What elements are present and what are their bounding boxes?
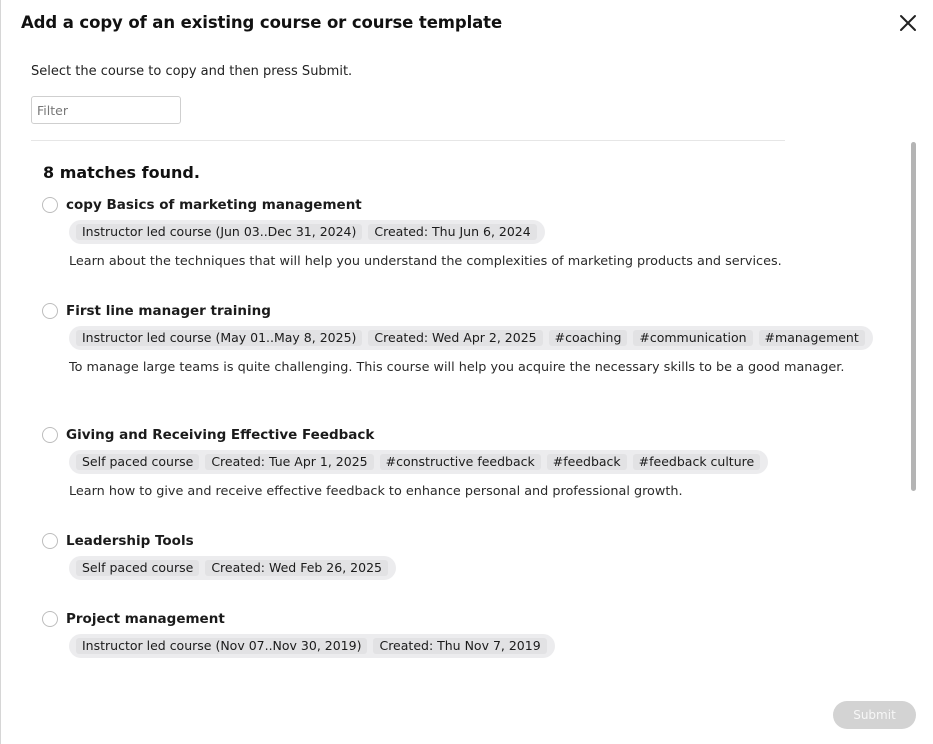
created-date-tag: Created: Thu Jun 6, 2024: [368, 224, 536, 240]
close-button[interactable]: [897, 12, 919, 34]
course-title: Leadership Tools: [66, 533, 194, 549]
course-type-tag: Instructor led course (Nov 07..Nov 30, 2019): [76, 638, 367, 654]
course-radio[interactable]: [42, 611, 58, 627]
course-title: copy Basics of marketing management: [66, 197, 362, 213]
course-description: To manage large teams is quite challenging. This course will help you acquire the necessary skills to be a good manager.: [69, 360, 845, 375]
scrollbar-thumb[interactable]: [911, 142, 916, 491]
filter-input[interactable]: [31, 96, 181, 124]
results-list[interactable]: [31, 141, 911, 686]
course-title: First line manager training: [66, 303, 271, 319]
course-tags: [69, 634, 555, 658]
matches-count: 8 matches found.: [43, 163, 200, 182]
created-date-tag: Created: Wed Apr 2, 2025: [368, 330, 542, 346]
course-radio[interactable]: [42, 427, 58, 443]
course-radio[interactable]: [42, 303, 58, 319]
hashtag: #management: [759, 330, 865, 346]
instructions-text: Select the course to copy and then press Submit.: [31, 64, 353, 79]
course-description: Learn how to give and receive effective feedback to enhance personal and professional growth.: [69, 484, 683, 499]
course-radio[interactable]: [42, 533, 58, 549]
dialog-title: Add a copy of an existing course or course template: [21, 13, 503, 32]
hashtag: #feedback: [547, 454, 627, 470]
course-type-tag: Instructor led course (Jun 03..Dec 31, 2024): [76, 224, 362, 240]
created-date-tag: Created: Tue Apr 1, 2025: [205, 454, 373, 470]
hashtag: #coaching: [549, 330, 628, 346]
created-date-tag: Created: Wed Feb 26, 2025: [205, 560, 388, 576]
course-tags: [69, 556, 396, 580]
course-tags: [69, 450, 768, 474]
course-type-tag: Self paced course: [76, 454, 199, 470]
course-type-tag: Instructor led course (May 01..May 8, 2025): [76, 330, 362, 346]
course-type-tag: Self paced course: [76, 560, 199, 576]
created-date-tag: Created: Thu Nov 7, 2019: [373, 638, 546, 654]
course-tags: [69, 220, 545, 244]
hashtag: #communication: [633, 330, 752, 346]
hashtag: #feedback culture: [633, 454, 761, 470]
course-title: Giving and Receiving Effective Feedback: [66, 427, 375, 443]
hashtag: #constructive feedback: [380, 454, 541, 470]
close-icon: [897, 12, 919, 34]
course-radio[interactable]: [42, 197, 58, 213]
course-title: Project management: [66, 611, 225, 627]
course-tags: [69, 326, 873, 350]
course-description: Learn about the techniques that will help you understand the complexities of marketing products and services.: [69, 254, 782, 269]
submit-button[interactable]: Submit: [833, 701, 916, 729]
